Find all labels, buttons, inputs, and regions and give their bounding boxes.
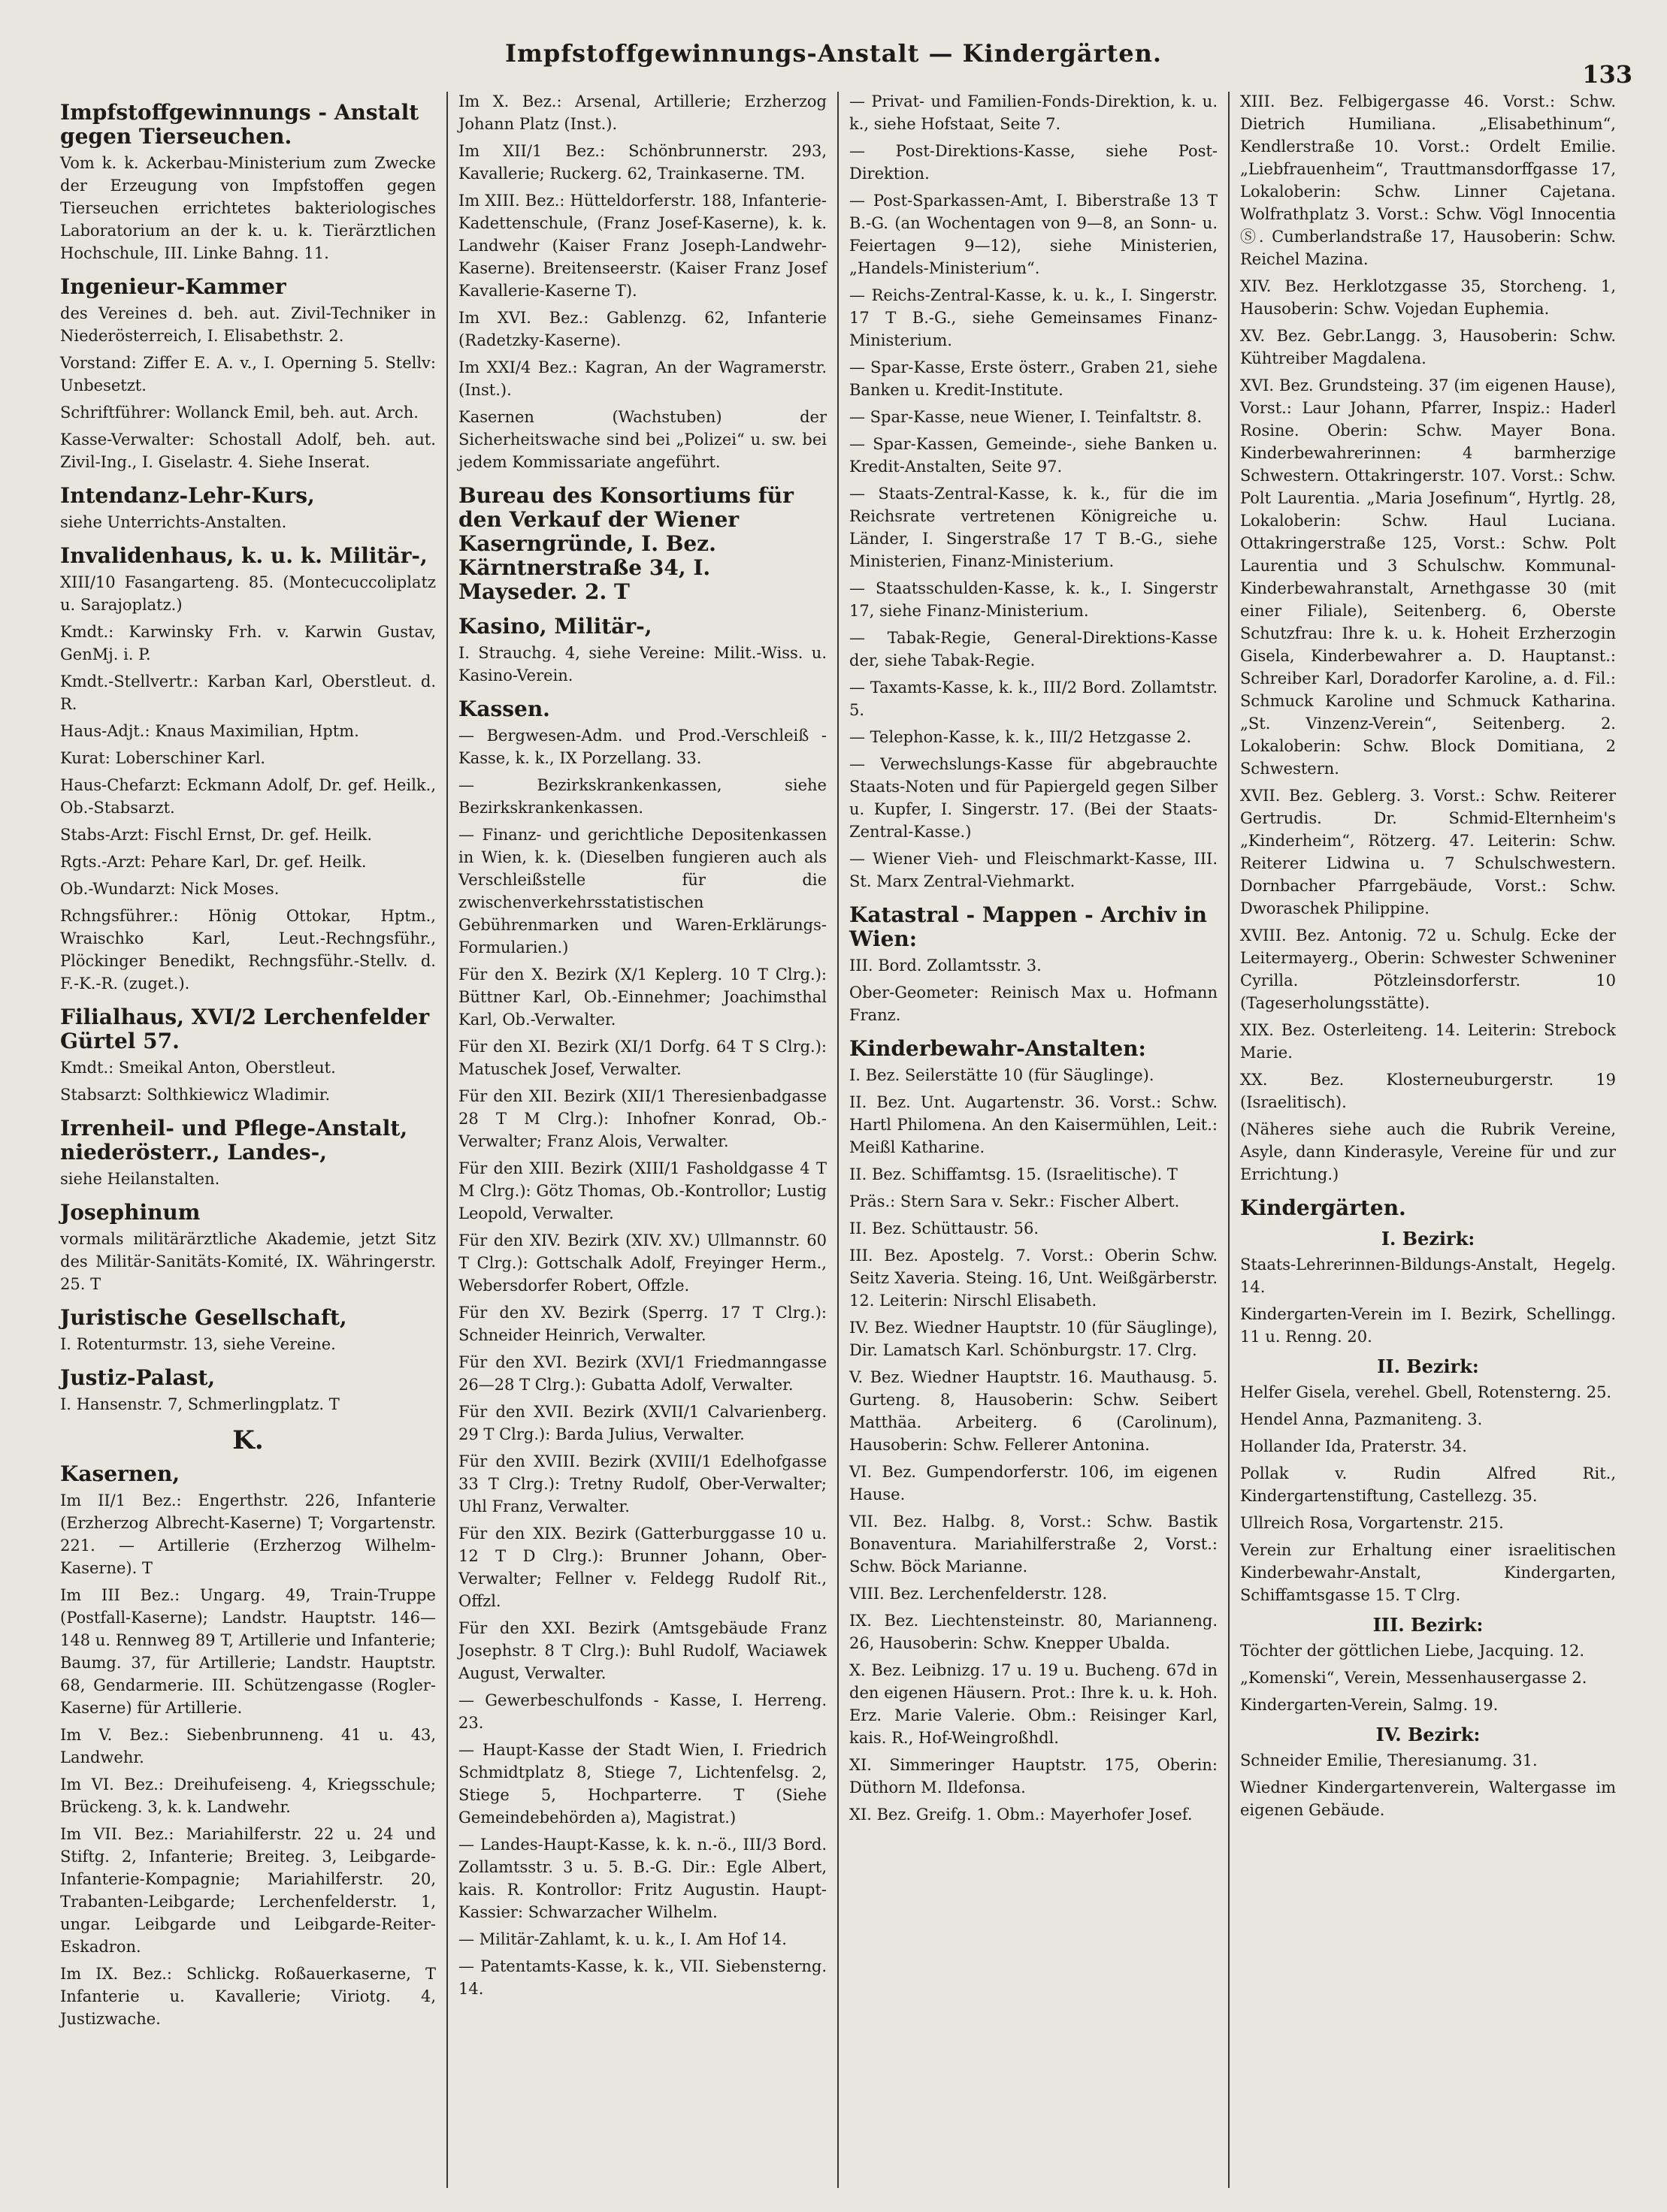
entry-text: vormals militärärztliche Akademie, jetzt Sitz des Militär-Sanitäts-Komité, IX. Währingerstr. 25. T (60, 1230, 436, 1293)
entry-heading: Kassen. (458, 697, 550, 721)
entry-text: II. Bez. Schiffamtsg. 15. (Israelitische). T (849, 1165, 1178, 1183)
entry-text: I. Rotenturmstr. 13, siehe Vereine. (60, 1335, 336, 1353)
district-heading: IV. Bezirk: (1375, 1724, 1481, 1745)
entry-text: Hendel Anna, Pazmaniteng. 3. (1240, 1410, 1483, 1428)
entry-text: Kmdt.: Smeikal Anton, Oberstleut. (60, 1059, 336, 1077)
entry-text: siehe Heilanstalten. (60, 1170, 220, 1188)
entry-text: I. Hansenstr. 7, Schmerlingplatz. T (60, 1395, 340, 1413)
entry-text: Kindergarten-Verein im I. Bezirk, Schellingg. 11 u. Renng. 20. (1240, 1305, 1616, 1346)
entry-heading: Filialhaus, XVI/2 Lerchenfelder Gürtel 57. (60, 1005, 430, 1053)
entry-text: Für den XVI. Bezirk (XVI/1 Friedmanngasse 26—28 T Clrg.): Gubatta Adolf, Verwalter. (458, 1353, 827, 1394)
entry-heading: Ingenieur-Kammer (60, 274, 286, 299)
entry-heading: Josephinum (60, 1200, 201, 1225)
entry-text: — Bezirkskrankenkassen, siehe Bezirkskrankenkassen. (458, 776, 827, 817)
entry-text: Kindergarten-Verein, Salmg. 19. (1240, 1696, 1499, 1714)
entry-text: Haus-Adjt.: Knaus Maximilian, Hptm. (60, 722, 359, 740)
entry-heading: Justiz-Palast, (60, 1365, 216, 1390)
entry-text: Kmdt.: Karwinsky Frh. v. Karwin Gustav, GenMj. i. P. (60, 623, 436, 663)
entry-text: Für den XIX. Bezirk (Gatterburggasse 10 u. 12 T D Clrg.): Brunner Johann, Ober-Verwalter; Fellner v. Feldegg Rudolf Rit., Offzl. (458, 1525, 827, 1610)
entry-text: — Staatsschulden-Kasse, k. k., I. Singerstr 17, siehe Finanz-Ministerium. (849, 579, 1218, 620)
entry-text: Rgts.-Arzt: Pehare Karl, Dr. gef. Heilk. (60, 853, 367, 871)
entry-text: Für den XIII. Bezirk (XIII/1 Fasholdgasse 4 T M Clrg.): Götz Thomas, Ob.-Kontrollor; Lustig Leopold, Verwalter. (458, 1159, 827, 1222)
entry-text: Im XIII. Bez.: Hütteldorferstr. 188, Infanterie-Kadettenschule, (Franz Josef-Kaserne), k. k. Landwehr (Kaiser Franz Joseph-Landwehr-Kaserne). Breitenseerstr. (Kaiser Franz Josef Kavallerie-Kaserne T). (458, 192, 827, 300)
entry-text: Vom k. k. Ackerbau-Ministerium zum Zwecke der Erzeugung von Impfstoffen gegen Tierseuchen errichtetes bakteriologisches Laboratorium an der k. u. k. Tierärztlichen Hochschule, III. Linke Bahng. 11. (60, 154, 436, 262)
entry-text: I. Bez. Seilerstätte 10 (für Säuglinge). (849, 1066, 1154, 1084)
entry-text: Im VI. Bez.: Dreihufeiseng. 4, Kriegsschule; Brückeng. 3, k. k. Landwehr. (60, 1775, 436, 1816)
column-3 (842, 90, 1225, 2194)
entry-text: Für den XII. Bezirk (XII/1 Theresienbadgasse 28 T M Clrg.): Inhofner Konrad, Ob.-Verwalter; Franz Alois, Verwalter. (458, 1087, 827, 1150)
page-number: 133 (1582, 60, 1632, 89)
entry-text: Für den XI. Bezirk (XI/1 Dorfg. 64 T S Clrg.): Matuschek Josef, Verwalter. (458, 1038, 827, 1078)
entry-text: Haus-Chefarzt: Eckmann Adolf, Dr. gef. Heilk., Ob.-Stabsarzt. (60, 776, 436, 817)
entry-text: — Patentamts-Kasse, k. k., VII. Siebensterng. 14. (458, 1957, 827, 1998)
column-1 (53, 90, 443, 2194)
entry-text: V. Bez. Wiedner Hauptstr. 16. Mauthausg. 5. Gurteng. 8, Hausoberin: Schw. Seibert Matthäa. Arbeiterg. 6 (Carolinum), Hausoberin: Schw. Fellerer Antonina. (849, 1368, 1218, 1454)
entry-text: — Landes-Haupt-Kasse, k. k. n.-ö., III/3 Bord. Zollamtsstr. 3 u. 5. B.-G. Dir.: Egle Albert, kais. R. Kontrollor: Fritz Augustin. Haupt-Kassier: Schwarzacher Wilhelm. (458, 1836, 827, 1921)
entry-text: — Post-Direktions-Kasse, siehe Post-Direktion. (849, 142, 1218, 183)
entry-text: Ullreich Rosa, Vorgartenstr. 215. (1240, 1514, 1504, 1532)
entry-text: XIX. Bez. Osterleiteng. 14. Leiterin: Strebock Marie. (1240, 1021, 1616, 1062)
entry-text: VIII. Bez. Lerchenfelderstr. 128. (849, 1585, 1108, 1603)
entry-text: XI. Bez. Greifg. 1. Obm.: Mayerhofer Josef. (849, 1806, 1193, 1824)
column-rule (446, 92, 448, 2188)
district-heading: III. Bezirk: (1372, 1614, 1484, 1636)
entry-text: III. Bord. Zollamtsstr. 3. (849, 956, 1042, 975)
entry-text: — Militär-Zahlamt, k. u. k., I. Am Hof 14. (458, 1930, 787, 1948)
entry-text: Im VII. Bez.: Mariahilferstr. 22 u. 24 und Stiftg. 2, Infanterie; Breiteg. 3, Leibgarde-Infanterie-Kompagnie; Mariahilferstr. 20, Trabanten-Leibgarde; Lerchenfelderstr. 1, ungar. Leibgarde und Leibgarde-Reiter-Eskadron. (60, 1825, 436, 1956)
entry-text: XVI. Bez. Grundsteing. 37 (im eigenen Hause), Vorst.: Laur Johann, Pfarrer, Inspiz.: Haderl Rosine. Oberin: Schw. Mayer Bona. Kinderbewahrerinnen: 4 barmherzige Schwestern. Ottakringerstr. 107. Vorst.: Schw. Polt Laurentia. „Maria Josefinum“, Hyrtlg. 28, Lokaloberin: Schw. Haul Luciana. Ottakringerstraße 125, Vorst.: Schw. Polt Laurentia und 3 Schulschw. Kommunal-Kinderbewahranstalt, Arnethgasse 30 (mit einer Filiale), Seitenberg. 6, Oberste Schutzfrau: Ihre k. u. k. Hoheit Erzherzogin Gisela, Kinderbewahrer a. D. Hauptanst.: Schreiber Karl, Doradorfer Karoline, a. d. Fil.: Schmuck Karoline und Schmuck Katharina. „St. Vinzenz-Verein“, Seitenberg. 2. Lokaloberin: Schw. Block Domitiana, 2 Schwestern. (1240, 376, 1616, 778)
entry-text: X. Bez. Leibnizg. 17 u. 19 u. Bucheng. 67d in den eigenen Häusern. Prot.: Ihre k. u. k. Hoh. Erz. Marie Valerie. Obm.: Reisinger Karl, kais. R., Hof-Weingroßhdl. (849, 1661, 1218, 1747)
entry-text: Im X. Bez.: Arsenal, Artillerie; Erzherzog Johann Platz (Inst.). (458, 92, 827, 133)
entry-heading: Impfstoffgewinnungs - Anstalt gegen Tierseuchen. (60, 100, 419, 149)
entry-text: Schriftführer: Wollanck Emil, beh. aut. Arch. (60, 403, 419, 422)
entry-text: — Telephon-Kasse, k. k., III/2 Hetzgasse 2. (849, 728, 1192, 746)
entry-text: Für den XIV. Bezirk (XIV. XV.) Ullmannstr. 60 T Clrg.): Gottschalk Adolf, Freyinger Herm., Webersdorfer Robert, Offzle. (458, 1231, 827, 1295)
entry-text: — Spar-Kassen, Gemeinde-, siehe Banken u. Kredit-Anstalten, Seite 97. (849, 435, 1218, 476)
column-2 (451, 90, 834, 2194)
entry-text: Im II/1 Bez.: Engerthstr. 226, Infanterie (Erzherzog Albrecht-Kaserne) T; Vorgartenstr. 221. — Artillerie (Erzherzog Wilhelm-Kaserne). T (60, 1491, 436, 1577)
entry-text: Ob.-Wundarzt: Nick Moses. (60, 880, 280, 898)
entry-heading: Kinderbewahr-Anstalten: (849, 1036, 1146, 1061)
entry-text: — Gewerbeschulfonds - Kasse, I. Herreng. 23. (458, 1691, 827, 1732)
entry-text: Im XXI/4 Bez.: Kagran, An der Wagramerstr. (Inst.). (458, 358, 827, 399)
entry-text: — Reichs-Zentral-Kasse, k. u. k., I. Singerstr. 17 T B.-G., siehe Gemeinsames Finanz-Ministerium. (849, 286, 1218, 349)
entry-text: Pollak v. Rudin Alfred Rit., Kindergartenstiftung, Castellezg. 35. (1240, 1464, 1616, 1505)
district-heading: I. Bezirk: (1381, 1228, 1475, 1250)
entry-text: Für den X. Bezirk (X/1 Keplerg. 10 T Clrg.): Büttner Karl, Ob.-Einnehmer; Joachimsthal Karl, Ob.-Verwalter. (458, 965, 827, 1029)
entry-text: (Näheres siehe auch die Rubrik Vereine, Asyle, dann Kinderasyle, Vereine für und zur Errichtung.) (1240, 1120, 1616, 1183)
entry-text: — Staats-Zentral-Kasse, k. k., für die im Reichsrate vertretenen Königreiche u. Länder, I. Singerstraße 17 T B.-G., siehe Ministerien, Finanz-Ministerium. (849, 485, 1218, 570)
entry-text: Im IX. Bez.: Schlickg. Roßauerkaserne, T Infanterie u. Kavallerie; Viriotg. 4, Justizwache. (60, 1965, 436, 2028)
entry-text: Hollander Ida, Praterstr. 34. (1240, 1437, 1467, 1455)
entry-heading: Katastral - Mappen - Archiv in Wien: (849, 902, 1208, 951)
entry-text: — Spar-Kasse, Erste österr., Graben 21, siehe Banken u. Kredit-Institute. (849, 358, 1218, 399)
entry-text: Schneider Emilie, Theresianumg. 31. (1240, 1751, 1538, 1769)
column-rule (837, 92, 839, 2188)
entry-text: XIV. Bez. Herklotzgasse 35, Storcheng. 1, Hausoberin: Schw. Vojedan Euphemia. (1240, 277, 1616, 318)
entry-text: Für den XVIII. Bezirk (XVIII/1 Edelhofgasse 33 T Clrg.): Tretny Rudolf, Ober-Verwalter; Uhl Franz, Verwalter. (458, 1452, 827, 1515)
entry-text: des Vereines d. beh. aut. Zivil-Techniker in Niederösterreich, I. Elisabethstr. 2. (60, 304, 436, 345)
entry-text: — Bergwesen-Adm. und Prod.-Verschleiß - Kasse, k. k., IX Porzellang. 33. (458, 727, 827, 767)
entry-text: — Wiener Vieh- und Fleischmarkt-Kasse, III. St. Marx Zentral-Viehmarkt. (849, 850, 1218, 890)
entry-text: Für den XVII. Bezirk (XVII/1 Calvarienberg. 29 T Clrg.): Barda Julius, Verwalter. (458, 1403, 827, 1443)
entry-text: XX. Bez. Klosterneuburgerstr. 19 (Israelitisch). (1240, 1071, 1616, 1111)
entry-text: — Finanz- und gerichtliche Depositenkassen in Wien, k. k. (Dieselben fungieren auch als Verschleißstelle für die zwischenverkehrsstatistischen Gebührenmarken und Waren-Erklärungs-Formularien.) (458, 826, 827, 956)
entry-text: XIII. Bez. Felbigergasse 46. Vorst.: Schw. Dietrich Humiliana. „Elisabethinum“, Kendlerstraße 10. Vorst.: Ordelt Emilie. „Liebfrauenheim“, Trauttmansdorffgasse 17, Lokaloberin: Schw. Linner Cajetana. Wolfrathplatz 3. Vorst.: Schw. Vögl Innocentia Ⓢ. Cumberlandstraße 17, Hausoberin: Schw. Reichel Mazina. (1240, 92, 1616, 268)
entry-text: II. Bez. Schüttaustr. 56. (849, 1219, 1039, 1237)
entry-text: — Tabak-Regie, General-Direktions-Kasse der, siehe Tabak-Regie. (849, 629, 1218, 669)
entry-text: VI. Bez. Gumpendorferstr. 106, im eigenen Hause. (849, 1463, 1218, 1503)
entry-text: — Haupt-Kasse der Stadt Wien, I. Friedrich Schmidtplatz 8, Stiege 7, Lichtenfelsg. 2, Stiege 5, Hochparterre. T (Siehe Gemeindebehörden a), Magistrat.) (458, 1741, 827, 1827)
entry-text: Für den XXI. Bezirk (Amtsgebäude Franz Josephstr. 8 T Clrg.): Buhl Rudolf, Waciawek August, Verwalter. (458, 1619, 827, 1682)
entry-text: Stabs-Arzt: Fischl Ernst, Dr. gef. Heilk. (60, 826, 373, 844)
entry-text: Kasernen (Wachstuben) der Sicherheitswache sind bei „Polizei“ u. sw. bei jedem Kommissariate angeführt. (458, 408, 827, 471)
entry-text: XV. Bez. Gebr.Langg. 3, Hausoberin: Schw. Kühtreiber Magdalena. (1240, 327, 1616, 367)
entry-text: XVII. Bez. Geblerg. 3. Vorst.: Schw. Reiterer Gertrudis. Dr. Schmid-Elternheim's „Kinderheim“, Rötzerg. 47. Leiterin: Schw. Reiterer Lidwina u. 7 Schulschwestern. Dornbacher Pfarrgebäude, Vorst.: Schw. Dworaschek Philippine. (1240, 787, 1616, 917)
section-letter: K. (232, 1425, 264, 1455)
entry-text: Stabsarzt: Solthkiewicz Wladimir. (60, 1086, 331, 1104)
entry-heading: Irrenheil- und Pflege-Anstalt, niederösterr., Landes-, (60, 1116, 408, 1165)
entry-text: Im XVI. Bez.: Gablenzg. 62, Infanterie (Radetzky-Kaserne). (458, 309, 827, 349)
entry-text: siehe Unterrichts-Anstalten. (60, 513, 287, 531)
entry-text: IX. Bez. Liechtensteinstr. 80, Marianneng. 26, Hausoberin: Schw. Knepper Ubalda. (849, 1612, 1218, 1652)
entry-text: Helfer Gisela, verehel. Gbell, Rotensterng. 25. (1240, 1383, 1612, 1401)
entry-text: — Post-Sparkassen-Amt, I. Biberstraße 13 T B.-G. (an Wochentagen von 9—8, an Sonn- u. Feiertagen 9—12), siehe Ministerien, „Handels-Ministerium“. (849, 192, 1218, 277)
entry-text: Präs.: Stern Sara v. Sekr.: Fischer Albert. (849, 1192, 1180, 1210)
column-4 (1233, 90, 1623, 2194)
entry-text: „Komenski“, Verein, Messenhausergasse 2. (1240, 1669, 1587, 1687)
entry-text: — Verwechslungs-Kasse für abgebrauchte Staats-Noten und für Papiergeld gegen Silber u. Kupfer, I. Singerstr. 17. (Bei der Staats-Zentral-Kasse.) (849, 755, 1218, 841)
entry-heading: Bureau des Konsortiums für den Verkauf der Wiener Kaserngründe, I. Bez. Kärntnerstraße 34, I. Mayseder. 2. T (458, 483, 794, 604)
entry-text: Rchngsführer.: Hönig Ottokar, Hptm., Wraischko Karl, Leut.-Rechngsführ., Plöckinger Benedikt, Rechngsführ.-Stellv. d. F.-K.-R. (zuget.). (60, 907, 436, 993)
entry-text: Töchter der göttlichen Liebe, Jacquing. 12. (1240, 1642, 1585, 1660)
column-rule (1228, 92, 1230, 2188)
district-heading: II. Bezirk: (1377, 1355, 1479, 1377)
entry-text: XI. Simmeringer Hauptstr. 175, Oberin: Düthorn M. Ildefonsa. (849, 1756, 1218, 1796)
entry-text: Vorstand: Ziffer E. A. v., I. Operning 5. Stellv: Unbesetzt. (60, 354, 436, 394)
entry-text: Im XII/1 Bez.: Schönbrunnerstr. 293, Kavallerie; Ruckerg. 62, Trainkaserne. TM. (458, 142, 827, 183)
entry-text: Im III Bez.: Ungarg. 49, Train-Truppe (Postfall-Kaserne); Landstr. Hauptstr. 146—148 u. Rennweg 89 T, Artillerie und Infanterie; Baumg. 37, für Artillerie; Landstr. Hauptstr. 68, Gendarmerie. III. Schützengasse (Rogler-Kaserne) für Artillerie. (60, 1586, 436, 1717)
entry-text: — Privat- und Familien-Fonds-Direktion, k. u. k., siehe Hofstaat, Seite 7. (849, 92, 1218, 133)
entry-text: II. Bez. Unt. Augartenstr. 36. Vorst.: Schw. Hartl Philomena. An den Kaisermühlen, Leit.: Meißl Katharine. (849, 1093, 1218, 1156)
entry-text: Im V. Bez.: Siebenbrunneng. 41 u. 43, Landwehr. (60, 1726, 436, 1766)
entry-text: Staats-Lehrerinnen-Bildungs-Anstalt, Hegelg. 14. (1240, 1256, 1616, 1296)
running-head: Impfstoffgewinnungs-Anstalt — Kindergärten. (505, 39, 1162, 68)
entry-text: Ober-Geometer: Reinisch Max u. Hofmann Franz. (849, 984, 1218, 1024)
entry-heading: Kindergärten. (1240, 1195, 1406, 1220)
entry-text: IV. Bez. Wiedner Hauptstr. 10 (für Säuglinge), Dir. Lamatsch Karl. Schönburgstr. 17. Clrg. (849, 1319, 1218, 1359)
entry-text: Verein zur Erhaltung einer israelitischen Kinderbewahr-Anstalt, Kindergarten, Schiffamtsgasse 15. T Clrg. (1240, 1541, 1616, 1604)
entry-text: Kasse-Verwalter: Schostall Adolf, beh. aut. Zivil-Ing., I. Giselastr. 4. Siehe Inserat. (60, 431, 436, 471)
entry-heading: Kasernen, (60, 1461, 180, 1486)
entry-heading: Juristische Gesellschaft, (60, 1305, 347, 1330)
entry-text: Wiedner Kindergartenverein, Waltergasse im eigenen Gebäude. (1240, 1778, 1616, 1819)
entry-text: I. Strauchg. 4, siehe Vereine: Milit.-Wiss. u. Kasino-Verein. (458, 644, 827, 684)
entry-text: Für den XV. Bezirk (Sperrg. 17 T Clrg.): Schneider Heinrich, Verwalter. (458, 1304, 827, 1344)
entry-text: VII. Bez. Halbg. 8, Vorst.: Schw. Bastik Bonaventura. Mariahilferstraße 2, Vorst.: Schw. Böck Marianne. (849, 1512, 1218, 1576)
entry-text: — Spar-Kasse, neue Wiener, I. Teinfaltstr. 8. (849, 408, 1203, 426)
entry-heading: Invalidenhaus, k. u. k. Militär-, (60, 543, 428, 568)
entry-text: XVIII. Bez. Antonig. 72 u. Schulg. Ecke der Leitermayerg., Oberin: Schwester Schweniner Cyrilla. Pötzleinsdorferstr. 10 (Tageserholungsstätte). (1240, 926, 1616, 1012)
entry-text: XIII/10 Fasangarteng. 85. (Montecuccoliplatz u. Sarajoplatz.) (60, 573, 436, 614)
entry-heading: Intendanz-Lehr-Kurs, (60, 483, 315, 508)
entry-text: Kmdt.-Stellvertr.: Karban Karl, Oberstleut. d. R. (60, 672, 436, 713)
entry-text: — Taxamts-Kasse, k. k., III/2 Bord. Zollamtstr. 5. (849, 678, 1218, 719)
entry-text: III. Bez. Apostelg. 7. Vorst.: Oberin Schw. Seitz Xaveria. Steing. 16, Unt. Weißgärberstr. 12. Leiterin: Nirschl Elisabeth. (849, 1247, 1218, 1310)
entry-text: Kurat: Loberschiner Karl. (60, 749, 266, 767)
entry-heading: Kasino, Militär-, (458, 614, 652, 639)
